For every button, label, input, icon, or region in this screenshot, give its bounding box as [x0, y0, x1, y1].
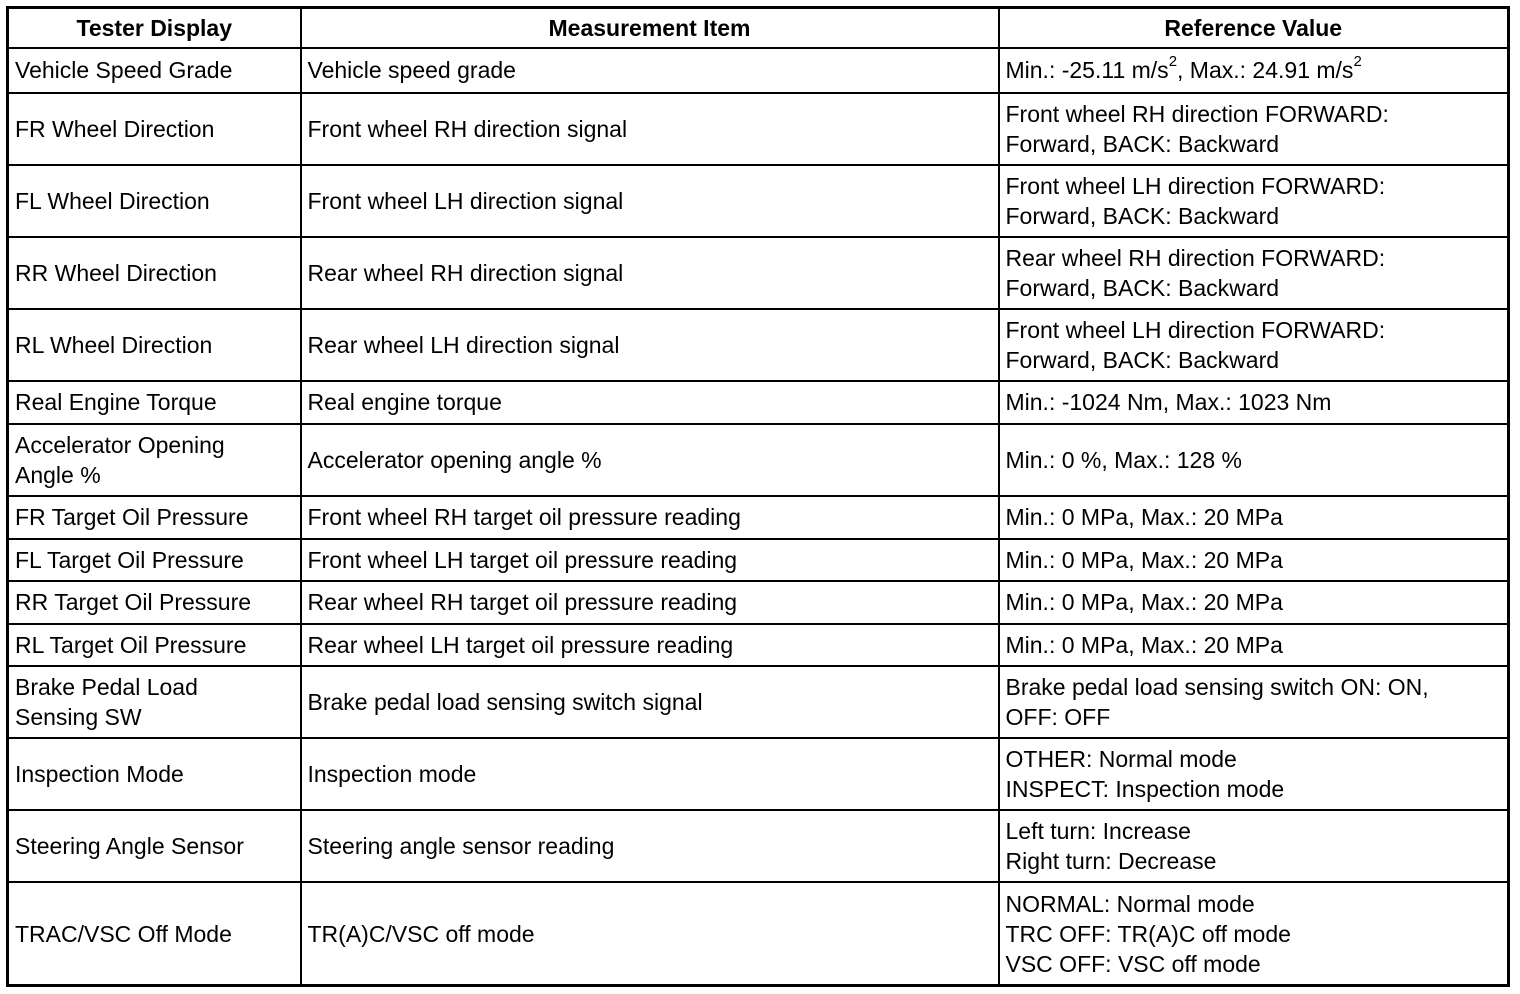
reference-line: Front wheel RH direction FORWARD:: [1005, 100, 1389, 127]
tester-display-cell: FR Wheel Direction: [8, 93, 301, 165]
reference-line: Forward, BACK: Backward: [1005, 346, 1280, 373]
table-row: [8, 539, 1509, 581]
tester-display-cell: RR Target Oil Pressure: [8, 581, 301, 624]
tester-display-cell: Inspection Mode: [8, 738, 301, 810]
reference-value-cell: [999, 237, 1509, 309]
measurement-item-cell: Accelerator opening angle %: [301, 424, 999, 496]
reference-line: Forward, BACK: Backward: [1005, 274, 1280, 301]
reference-value-cell: [999, 424, 1509, 496]
reference-line: Min.: 0 %, Max.: 128 %: [1005, 446, 1242, 473]
table-row: [8, 165, 1509, 237]
table-row: [8, 882, 1509, 985]
tester-display-cell: FL Wheel Direction: [8, 165, 301, 237]
measurement-item-cell: Rear wheel LH direction signal: [301, 309, 999, 381]
reference-line: [1006, 55, 1502, 85]
table-row: [8, 810, 1509, 882]
reference-value-cell: [999, 738, 1509, 810]
reference-value-cell: [999, 165, 1509, 237]
measurement-item-cell: Front wheel LH target oil pressure reading: [301, 539, 999, 581]
reference-line: Min.: -1024 Nm, Max.: 1023 Nm: [1005, 389, 1332, 416]
tester-display-cell: Vehicle Speed Grade: [8, 48, 301, 93]
reference-line: Forward, BACK: Backward: [1005, 130, 1280, 157]
reference-text: , Max.: 24.91 m/s: [1177, 57, 1354, 84]
reference-line: Brake pedal load sensing switch ON: ON,: [1005, 674, 1429, 701]
reference-value-cell: [999, 581, 1509, 624]
tester-display-cell: Brake Pedal Load Sensing SW: [8, 666, 301, 738]
reference-line: Min.: 0 MPa, Max.: 20 MPa: [1005, 632, 1283, 658]
reference-value-cell: [999, 539, 1509, 581]
tester-display-cell: Steering Angle Sensor: [8, 810, 301, 882]
table-row: [8, 381, 1509, 424]
tester-display-cell: RR Wheel Direction: [8, 237, 301, 309]
measurement-item-cell: Vehicle speed grade: [301, 48, 999, 93]
measurement-item-cell: Front wheel RH target oil pressure reading: [301, 496, 999, 539]
reference-line: Min.: 0 MPa, Max.: 20 MPa: [1005, 504, 1283, 531]
measurement-item-cell: Front wheel LH direction signal: [301, 165, 999, 237]
data-list-table: [6, 6, 1510, 987]
table-row: [8, 237, 1509, 309]
reference-line: Min.: 0 MPa, Max.: 20 MPa: [1005, 546, 1283, 573]
measurement-item-cell: Rear wheel RH target oil pressure reading: [301, 581, 999, 624]
reference-line: Front wheel LH direction FORWARD:: [1005, 172, 1386, 199]
reference-line: Rear wheel RH direction FORWARD:: [1005, 244, 1386, 271]
measurement-item-cell: Brake pedal load sensing switch signal: [301, 666, 999, 738]
measurement-item-cell: Steering angle sensor reading: [301, 810, 999, 882]
table-row: [8, 309, 1509, 381]
reference-line: Min.: 0 MPa, Max.: 20 MPa: [1005, 589, 1283, 616]
reference-line: Left turn: Increase: [1005, 818, 1191, 845]
header-row: [8, 8, 1509, 48]
table-row: [8, 738, 1509, 810]
table-row: [8, 624, 1509, 666]
header-measurement-item: Measurement Item: [301, 8, 999, 48]
reference-value-cell: [999, 624, 1509, 666]
measurement-item-cell: Front wheel RH direction signal: [301, 93, 999, 165]
measurement-item-cell: Inspection mode: [301, 738, 999, 810]
tester-display-cell: TRAC/VSC Off Mode: [8, 882, 301, 985]
reference-line: VSC OFF: VSC off mode: [1005, 950, 1261, 977]
reference-line: NORMAL: Normal mode: [1005, 890, 1255, 917]
tester-display-cell: Real Engine Torque: [8, 381, 301, 424]
reference-text: Min.: -25.11 m/s: [1005, 57, 1169, 84]
table-row: [8, 581, 1509, 624]
superscript: 2: [1353, 53, 1362, 71]
reference-line: OFF: OFF: [1005, 704, 1111, 731]
measurement-item-cell: Real engine torque: [301, 381, 999, 424]
reference-value-cell: [999, 882, 1509, 985]
reference-line: Forward, BACK: Backward: [1005, 202, 1280, 229]
measurement-item-cell: TR(A)C/VSC off mode: [301, 882, 999, 985]
superscript: 2: [1168, 53, 1178, 71]
reference-value-cell: [999, 48, 1509, 93]
header-reference-value: Reference Value: [999, 8, 1509, 48]
reference-line: INSPECT: Inspection mode: [1005, 776, 1285, 803]
reference-line: Front wheel LH direction FORWARD:: [1005, 316, 1386, 343]
tester-display-cell: RL Wheel Direction: [8, 309, 301, 381]
tester-display-cell: Accelerator Opening Angle %: [8, 424, 301, 496]
reference-value-cell: [999, 381, 1509, 424]
table-row: [8, 93, 1509, 165]
table-row: [8, 48, 1509, 93]
reference-line: Right turn: Decrease: [1005, 848, 1217, 875]
reference-line: OTHER: Normal mode: [1005, 746, 1237, 773]
table-row: [8, 424, 1509, 496]
reference-value-cell: [999, 496, 1509, 539]
table-row: [8, 666, 1509, 738]
reference-value-cell: [999, 810, 1509, 882]
measurement-item-cell: Rear wheel RH direction signal: [301, 237, 999, 309]
tester-display-cell: RL Target Oil Pressure: [8, 624, 301, 666]
table-row: [8, 496, 1509, 539]
reference-value-cell: [999, 309, 1509, 381]
header-tester-display: Tester Display: [8, 8, 301, 48]
measurement-item-cell: Rear wheel LH target oil pressure reading: [301, 624, 999, 666]
reference-line: TRC OFF: TR(A)C off mode: [1005, 920, 1291, 947]
tester-display-cell: FR Target Oil Pressure: [8, 496, 301, 539]
tester-display-cell: FL Target Oil Pressure: [8, 539, 301, 581]
reference-value-cell: [999, 93, 1509, 165]
reference-value-cell: [999, 666, 1509, 738]
